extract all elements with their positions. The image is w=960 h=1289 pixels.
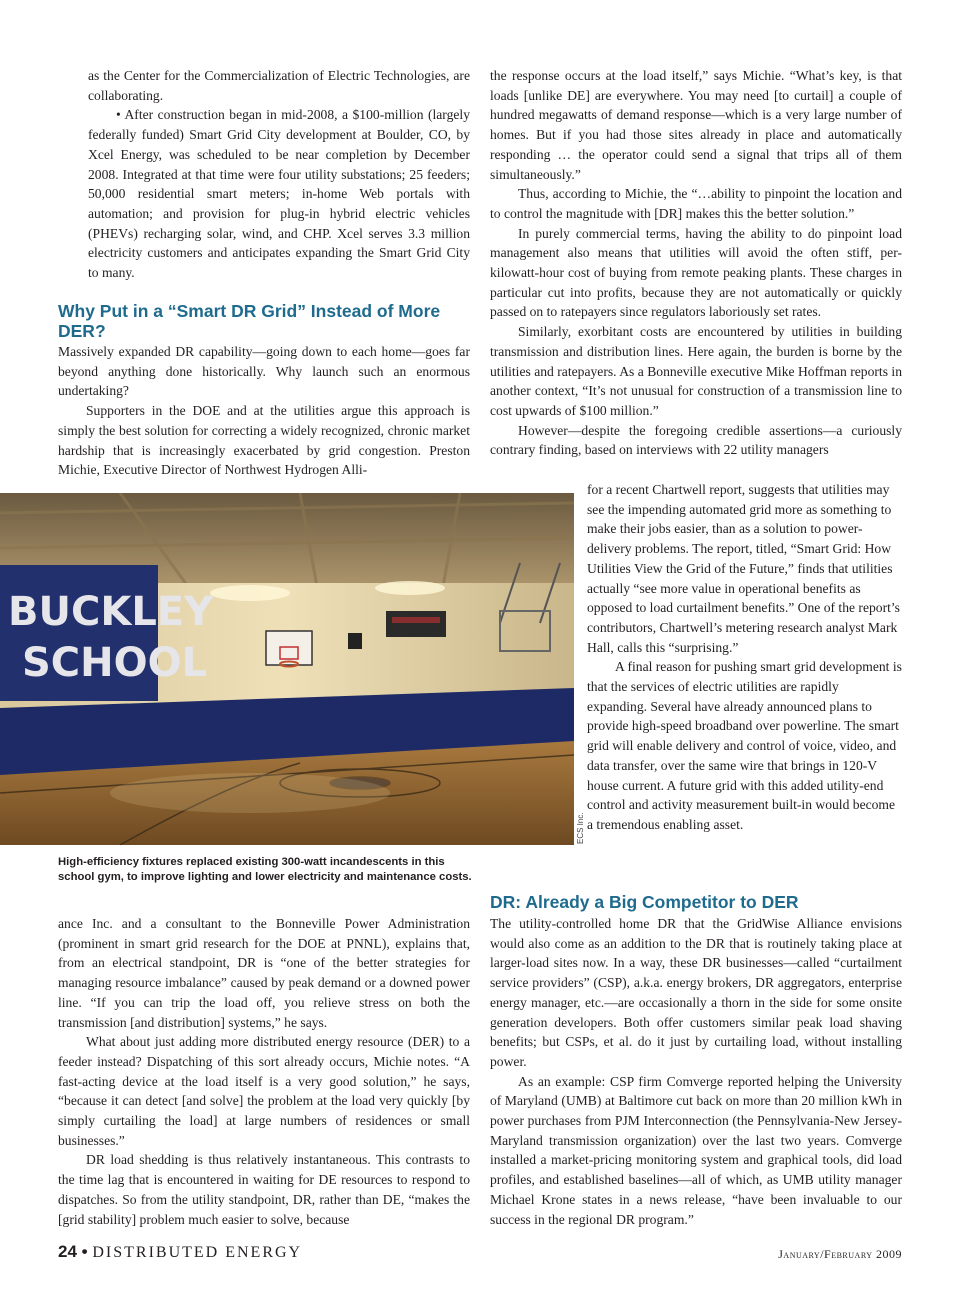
photo-credit: ECS Inc. (576, 812, 585, 844)
paragraph-smart-grid-city: • After construction began in mid-2008, a $100-million (largely federally funded) Smart Grid City development at Boulder, CO, by Xcel Energy, was scheduled to be near completion by December 2008. Integrated at that time were four utility substations; 25 feeders; 50,000 residential smart meters; in-home Web portals with automation; and provision for plug-in hybrid electric vehicles (PHEVs) recharging solar, wind, and CHP. Xcel serves 3.3 million electricity customers and anticipates expanding the Smart Grid City to many. (88, 107, 470, 281)
paragraph: As an example: CSP firm Comverge reported helping the University of Maryland (UMB) at Baltimore cut back on more than 20 million kWh in power purchases from PJM Interconnection (the Pennsylvania-New Jersey-Maryland transmission organization) over the last two years. Comverge installed a market-pricing monitoring system and graphical tools, did load profiles, and established baselines—all of which, as UMB utility manager Michael Krone states in a news release, “have been invaluable to our success in the regional DR program.” (490, 1073, 902, 1227)
footer-bullet: • (81, 1242, 88, 1261)
paragraph: Similarly, exorbitant costs are encountered by utilities in building transmission and distribution lines. Here again, the burden is borne by the utilities and ratepayers. As a Bonneville executive Mike Hoffman reports in another context, “It’s not unusual for construction of a transmission line to cost upwards of $100 million.” (490, 324, 902, 418)
section-heading-smart-dr-grid (58, 301, 470, 341)
paragraph: However—despite the foregoing credible assertions—a curiously contrary finding, based on interviews with 22 utility managers (490, 422, 902, 458)
gym-photo-image (0, 493, 574, 845)
paragraph: as the Center for the Commercialization of Electric Technologies, are collaborating. (88, 68, 470, 103)
column-1-top (88, 66, 470, 283)
paragraph: Thus, according to Michie, the “…ability to pinpoint the location and to control the magnitude with [DR] makes this the better solution.” (490, 186, 902, 221)
section-heading: DR: Already a Big Competitor to DER (490, 892, 799, 912)
banner-line-1: BUCKLEY (8, 589, 214, 635)
paragraph: for a recent Chartwell report, suggests that utilities may see the impending automated grid more as something to make their jobs easier, than as a solution to power-delivery problems. The report, titled, “Smart Grid: How Utilities View the Grid of the Future,” finds that utilities actually “see more value in operational benefits as opposed to load curtailment benefits.” One of the report’s contributors, Chartwell’s metering research analyst Mark Hall, calls this “surprising.” (587, 482, 900, 655)
paragraph: DR load shedding is thus relatively instantaneous. This contrasts to the time lag that is encountered in waiting for DE resources to respond to dispatches. So from the utility standpoint, DR, rather than DE, “makes the [grid stability] problem much easier to solve, because (58, 1152, 470, 1227)
column-2-top (490, 66, 902, 460)
paragraph: the response occurs at the load itself,” says Michie. “What’s key, is that loads [unlike DE] are everywhere. You may need [to curtail] a couple of hundred megawatts of demand response—which is a very large number of homes. But if you had those sites already in place and automatically responding … the operator could send a signal that trips all of them simultaneously.” (490, 68, 902, 182)
gym-photo (0, 493, 574, 845)
publication-name: DISTRIBUTED ENERGY (92, 1244, 303, 1261)
issue-date: January/February 2009 (778, 1247, 902, 1261)
paragraph: Supporters in the DOE and at the utilities argue this approach is simply the best solution for correcting a widely recognized, chronic market hardship that is increasingly exacerbated by grid congestion. Preston Michie, Executive Director of Northwest Hydrogen Alli- (58, 403, 470, 478)
section-heading: Why Put in a “Smart DR Grid” Instead of More DER? (58, 301, 441, 341)
paragraph: In purely commercial terms, having the ability to do pinpoint load management also means that utilities will avoid the often stiff, per-kilowatt-hour cost of buying from remote peaking plants. These charges in particular cut into profits, because they are not automatically or quickly passed on to ratepayers since regulators laboriously set rates. (490, 225, 902, 320)
paragraph: A final reason for pushing smart grid development is that the services of electric utilities are rapidly expanding. Several have already announced plans to provide high-speed broadband over powerline. The smart grid will enable delivery and control of voice, video, and data transfer, over the same wire that brings in 120-V house current. A future grid with this added utility-end control and activity measurement built-in would become a tremendous enabling asset. (587, 659, 902, 832)
paragraph: What about just adding more distributed energy resource (DER) to a feeder instead? Dispatching of this sort already occurs, Michie notes. “A fast-acting device at the load itself is a very good solution,” he says, “because it can detect [and solve] the problem at the load very quickly [by simply curtailing the load] at large numbers of residences or small businesses.” (58, 1034, 470, 1148)
photo-caption (58, 855, 474, 885)
column-2-wrap (587, 480, 902, 835)
section-heading-dr-competitor (490, 892, 902, 912)
caption-text: High-efficiency fixtures replaced existing 300-watt incandescents in this school gym, to improve lighting and lower electricity and maintenance costs. (58, 856, 472, 883)
paragraph: ance Inc. and a consultant to the Bonneville Power Administration (prominent in smart grid research for the DOE at PNNL), explains that, from an electrical standpoint, DR is “one of the better strategies for managing resource imbalance” caused by peak demand or a downed power line. “If you can trip the load off, you relieve stress on both the transmission [and distribution] systems,” he says. (58, 916, 470, 1030)
column-1-middle (58, 342, 470, 480)
column-2-bottom (490, 914, 902, 1229)
paragraph: Massively expanded DR capability—going down to each home—goes far beyond anything done historically. Why launch such an enormous undertaking? (58, 344, 470, 399)
paragraph: The utility-controlled home DR that the GridWise Alliance envisions would also come as an addition to the DR that is routinely taking place at larger-load sites now. In a way, these DR businesses—called “curtailment service providers” (CSP), a.k.a. energy brokers, DR aggregators, enterprise energy manager, etc.—are occasionally a thorn in the side for some onsite generation developers. Both offer customers similar peak load shaving benefits; but CSPs, et al. do it just by curtailing load, without installing power. (490, 916, 902, 1069)
footer-left (58, 1242, 302, 1262)
column-1-bottom (58, 914, 470, 1229)
banner-line-2: SCHOOL (22, 640, 208, 686)
page-number: 24 (58, 1242, 77, 1261)
